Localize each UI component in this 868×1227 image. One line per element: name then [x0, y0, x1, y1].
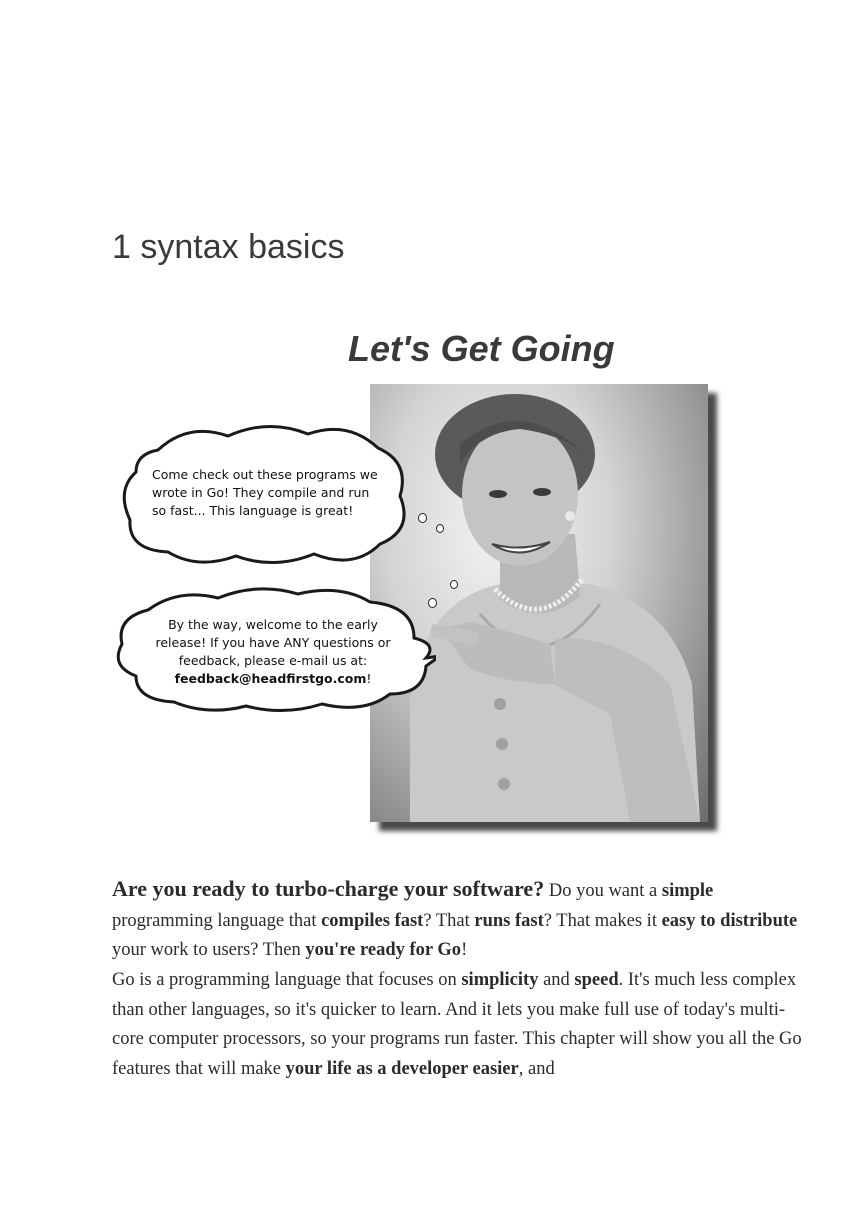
speech-bubble — [108, 582, 436, 714]
speech-line: By the way, welcome to the early — [168, 617, 378, 632]
chapter-title: 1 syntax basics — [112, 228, 345, 266]
body-paragraph — [112, 966, 812, 1084]
intro-paragraph — [112, 874, 812, 966]
intro-lead: Are you ready to turbo-charge your software? — [112, 876, 545, 901]
speech-punct: ! — [366, 671, 372, 686]
speech-line — [138, 670, 408, 688]
intro-bold: simple — [661, 881, 714, 901]
thought-bubble — [118, 420, 410, 570]
intro-text: Do you want a — [544, 881, 662, 901]
thought-dot — [418, 513, 427, 523]
thought-dot — [450, 580, 458, 589]
body-text: Go is a programming language that focuses on — [112, 970, 462, 990]
intro-text: programming language that — [112, 910, 322, 931]
thought-dot — [436, 524, 444, 533]
body-bold: simplicity — [461, 970, 539, 990]
intro-text: ? That makes it — [543, 910, 662, 931]
body-text: and — [538, 970, 575, 990]
body-text: . It's much less complex than other languages, so it's quicker to learn. And it lets you make full use of today's multi-core computer processors, so your programs run faster. This chapter will show you all the Go features that will make — [112, 970, 802, 1079]
intro-text: ! — [461, 940, 468, 960]
thought-bubble-text: Come check out these programs we wrote in Go! They compile and run so fast... This language is great! — [152, 467, 378, 518]
body-bold: your life as a developer easier — [285, 1058, 519, 1079]
intro-bold: runs fast — [474, 910, 544, 931]
body-bold: speed — [574, 970, 619, 990]
section-subtitle: Let's Get Going — [348, 328, 615, 369]
intro-text: your work to users? Then — [112, 940, 306, 960]
speech-line: feedback, please e-mail us at: — [178, 653, 368, 668]
intro-bold: you're ready for Go — [305, 940, 462, 960]
feedback-email: feedback@headfirstgo.com — [174, 671, 367, 686]
intro-bold: easy to distribute — [661, 910, 798, 931]
intro-text: ? That — [423, 910, 475, 931]
intro-bold: compiles fast — [321, 910, 424, 931]
speech-line: release! If you have ANY questions or — [155, 635, 391, 650]
body-text: , and — [518, 1058, 555, 1079]
speech-bubble-text — [138, 616, 408, 688]
